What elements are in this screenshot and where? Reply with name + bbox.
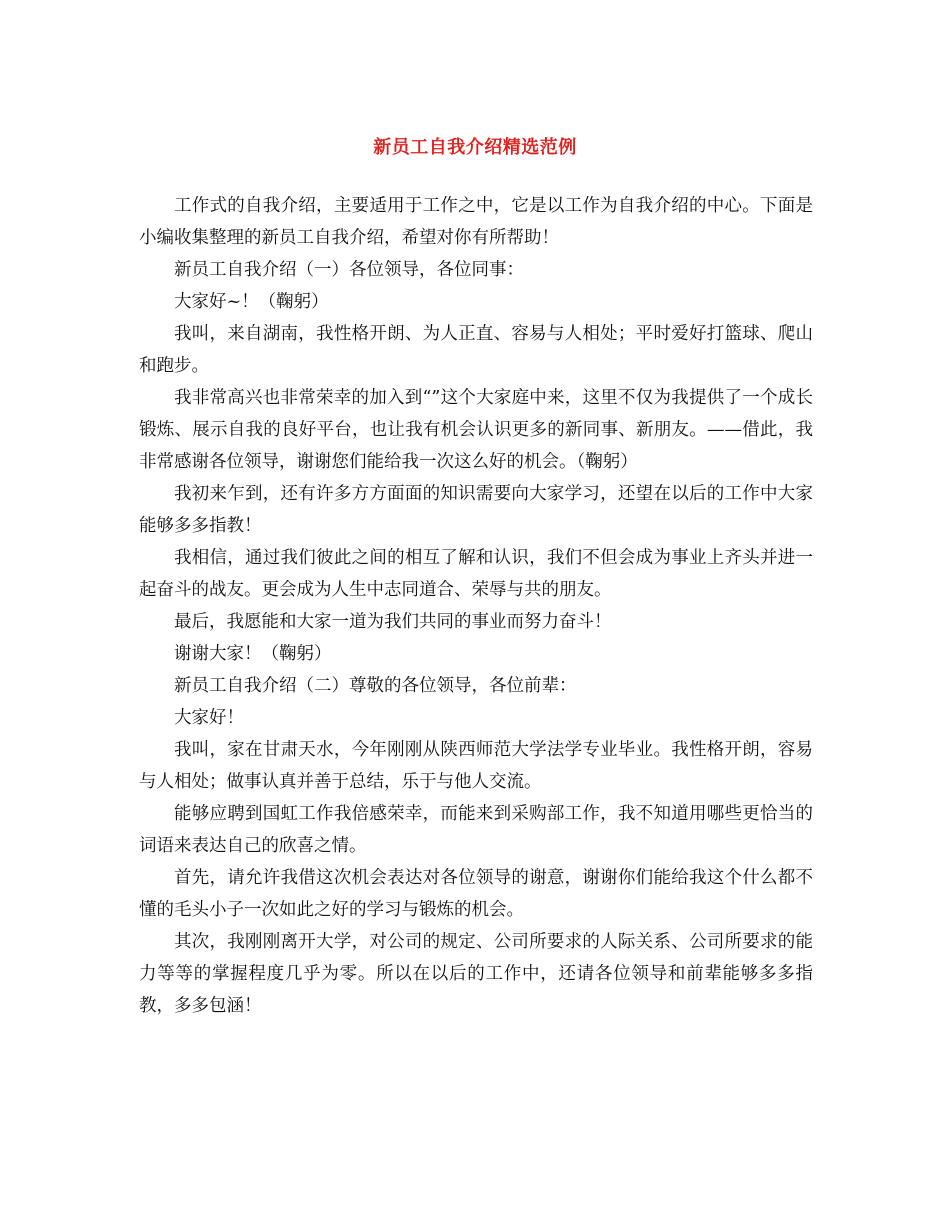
document-body [139,190,813,1022]
paragraph: 我叫，家在甘肃天水，今年刚刚从陕西师范大学法学专业毕业。我性格开朗，容易与人相处；做事认真并善于总结，乐于与他人交流。 [139,740,813,792]
paragraph: 我相信，通过我们彼此之间的相互了解和认识，我们不但会成为事业上齐头并进一起奋斗的战友。更会成为人生中志同道合、荣辱与共的朋友。 [139,548,813,600]
paragraph: 大家好！ [174,708,244,728]
paragraph: 大家好~！（鞠躬） [174,292,329,312]
paragraph: 工作式的自我介绍，主要适用于工作之中，它是以工作为自我介绍的中心。下面是小编收集整理的新员工自我介绍，希望对你有所帮助！ [139,196,813,248]
paragraph: 最后，我愿能和大家一道为我们共同的事业而努力奋斗！ [174,612,612,632]
paragraph: 我初来乍到，还有许多方方面面的知识需要向大家学习，还望在以后的工作中大家能够多多指教！ [139,484,813,536]
document-title: 新员工自我介绍精选范例 [373,137,577,159]
paragraph: 谢谢大家！（鞠躬） [174,644,332,664]
paragraph: 首先，请允许我借这次机会表达对各位领导的谢意，谢谢你们能给我这个什么都不懂的毛头小子一次如此之好的学习与锻炼的机会。 [139,868,813,920]
paragraph: 我叫，来自湖南，我性格开朗、为人正直、容易与人相处；平时爱好打篮球、爬山和跑步。 [139,324,813,376]
paragraph: 我非常高兴也非常荣幸的加入到“”这个大家庭中来，这里不仅为我提供了一个成长锻炼、展示自我的良好平台，也让我有机会认识更多的新同事、新朋友。——借此，我非常感谢各位领导，谢谢您们能给我一次这么好的机会。（鞠躬） [139,388,813,472]
paragraph: 其次，我刚刚离开大学，对公司的规定、公司所要求的人际关系、公司所要求的能力等等的掌握程度几乎为零。所以在以后的工作中，还请各位领导和前辈能够多多指教，多多包涵！ [139,932,813,1016]
paragraph: 能够应聘到国虹工作我倍感荣幸，而能来到采购部工作，我不知道用哪些更恰当的词语来表达自己的欣喜之情。 [139,804,813,856]
paragraph: 新员工自我介绍（二）尊敬的各位领导，各位前辈： [174,676,577,696]
paragraph: 新员工自我介绍（一）各位领导，各位同事： [174,260,524,280]
